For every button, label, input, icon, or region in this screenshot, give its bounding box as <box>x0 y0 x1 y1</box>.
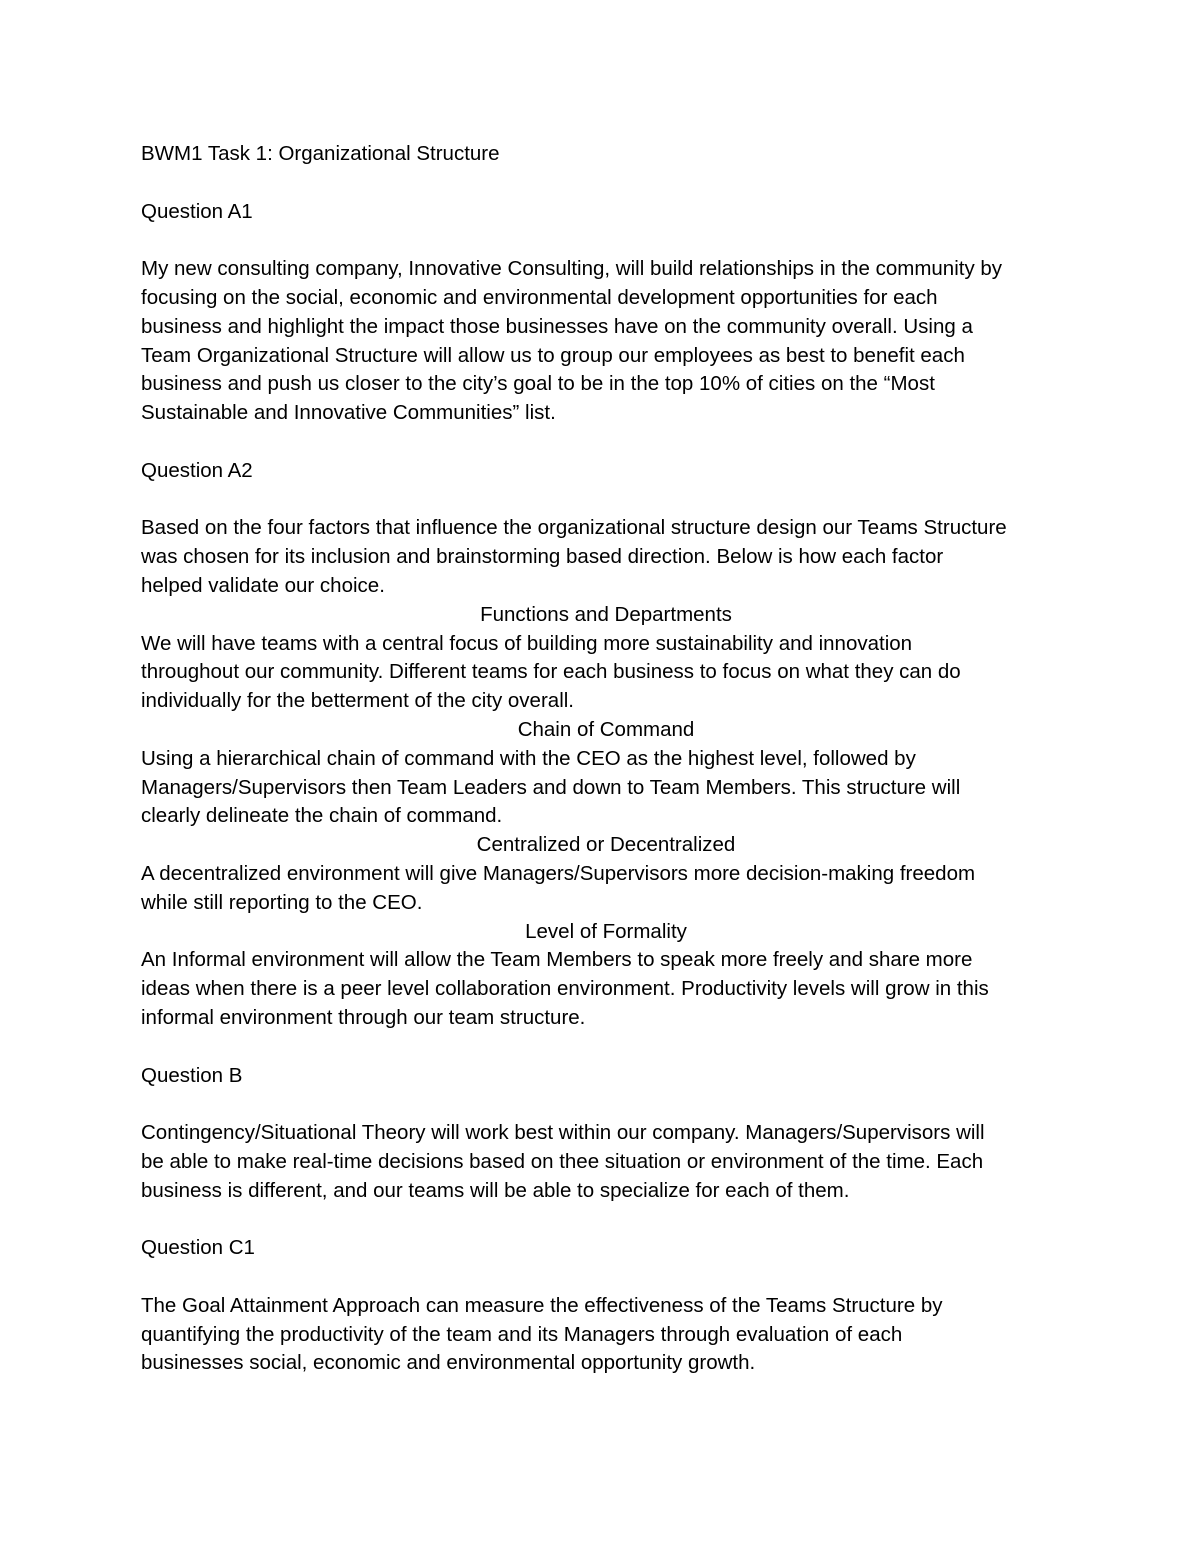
paragraph-line: was chosen for its inclusion and brainstorming based direction. Below is how each factor <box>141 545 944 569</box>
factor-functions-and-departments <box>141 601 1071 716</box>
paragraph-line: An Informal environment will allow the Team Members to speak more freely and share more <box>141 948 973 972</box>
section-heading: Question A1 <box>141 199 253 223</box>
paragraph <box>141 514 1071 600</box>
section-heading: Question A2 <box>141 458 253 482</box>
section-a2 <box>141 457 1071 1033</box>
paragraph-line: business and push us closer to the city’s goal to be in the top 10% of cities on the “Most <box>141 372 935 396</box>
paragraph-line: Team Organizational Structure will allow us to group our employees as best to benefit each <box>141 343 965 367</box>
paragraph-line: Using a hierarchical chain of command with the CEO as the highest level, followed by <box>141 746 916 770</box>
paragraph-line: business is different, and our teams will be able to specialize for each of them. <box>141 1178 850 1202</box>
paragraph <box>141 1292 1071 1378</box>
spacer <box>141 1263 1071 1292</box>
factor-heading: Chain of Command <box>517 717 695 741</box>
section-c1 <box>141 1234 1071 1378</box>
paragraph <box>141 1119 1071 1205</box>
paragraph-line: while still reporting to the CEO. <box>141 890 423 914</box>
spacer <box>141 1205 1071 1234</box>
factor-centralized-or-decentralized <box>141 831 1071 917</box>
paragraph-line: A decentralized environment will give Managers/Supervisors more decision-making freedom <box>141 861 976 885</box>
paragraph-line: businesses social, economic and environmental opportunity growth. <box>141 1351 756 1375</box>
paragraph-line: clearly delineate the chain of command. <box>141 804 503 828</box>
paragraph-line: Based on the four factors that influence the organizational structure design our Teams Structure <box>141 516 1007 540</box>
spacer <box>141 169 1071 198</box>
factor-chain-of-command <box>141 716 1071 831</box>
section-heading: Question C1 <box>141 1236 255 1260</box>
paragraph-line: Contingency/Situational Theory will work best within our company. Managers/Supervisors will <box>141 1121 985 1145</box>
spacer <box>141 428 1071 457</box>
paragraph-line: ideas when there is a peer level collaboration environment. Productivity levels will grow in this <box>141 977 989 1001</box>
document-title: BWM1 Task 1: Organizational Structure <box>141 142 500 165</box>
spacer <box>141 1033 1071 1062</box>
section-heading: Question B <box>141 1063 243 1087</box>
paragraph-line: Sustainable and Innovative Communities” list. <box>141 401 556 425</box>
paragraph-line: Managers/Supervisors then Team Leaders and down to Team Members. This structure will <box>141 775 961 799</box>
paragraph-line: focusing on the social, economic and environmental development opportunities for each <box>141 285 938 309</box>
factor-level-of-formality <box>141 918 1071 1033</box>
paragraph <box>141 255 1071 428</box>
factor-heading: Level of Formality <box>525 919 687 943</box>
paragraph-line: be able to make real-time decisions based on thee situation or environment of the time. Each <box>141 1149 984 1173</box>
factor-heading: Centralized or Decentralized <box>476 833 736 857</box>
spacer <box>141 226 1071 255</box>
spacer <box>141 486 1071 515</box>
factor-heading: Functions and Departments <box>480 602 732 626</box>
section-b <box>141 1062 1071 1206</box>
paragraph-line: quantifying the productivity of the team and its Managers through evaluation of each <box>141 1322 903 1346</box>
paragraph-line: My new consulting company, Innovative Consulting, will build relationships in the community by <box>141 257 1003 281</box>
document-page <box>141 140 1071 1378</box>
paragraph-line: The Goal Attainment Approach can measure the effectiveness of the Teams Structure by <box>141 1293 943 1317</box>
paragraph-line: individually for the betterment of the city overall. <box>141 689 574 713</box>
section-a1 <box>141 198 1071 428</box>
paragraph-line: We will have teams with a central focus of building more sustainability and innovation <box>141 631 913 655</box>
paragraph-line: informal environment through our team structure. <box>141 1005 586 1029</box>
paragraph-line: throughout our community. Different teams for each business to focus on what they can do <box>141 660 961 684</box>
spacer <box>141 1090 1071 1119</box>
paragraph-line: business and highlight the impact those businesses have on the community overall. Using a <box>141 314 973 338</box>
paragraph-line: helped validate our choice. <box>141 573 385 597</box>
